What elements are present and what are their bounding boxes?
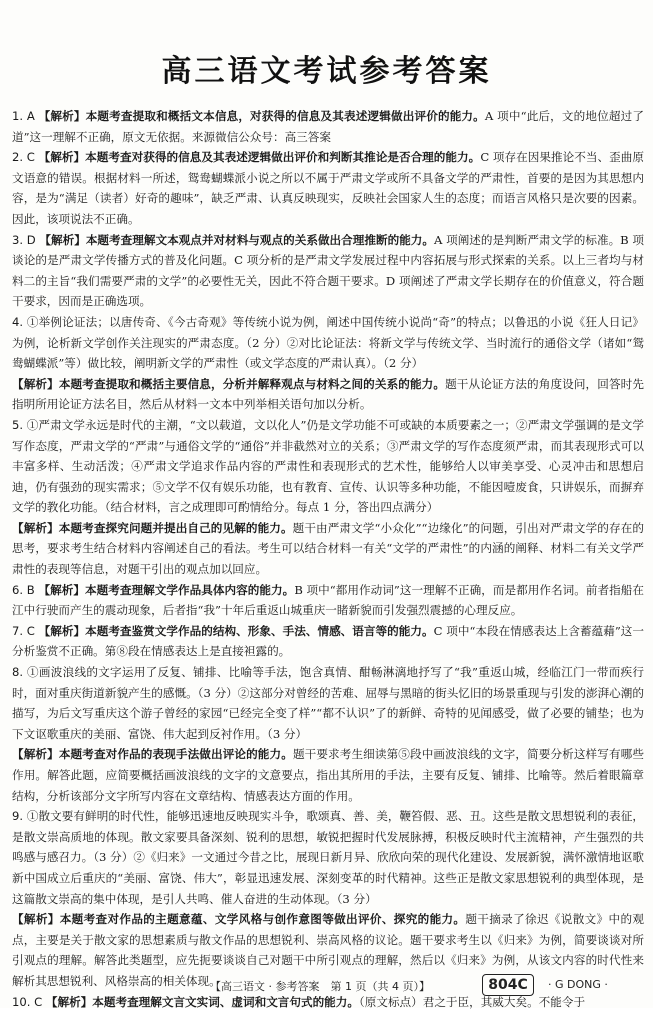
analysis-focus: 本题考查提取和概括文本信息，对获得的信息及其表述逻辑做出评价的能力。 (85, 109, 485, 123)
analysis-focus: 本题考查对作品的主题意蕴、文学风格与创作意图等做出评价、探究的能力。 (59, 912, 466, 927)
analysis-body: 题干由严肃文学“小众化”“边缘化”的问题，引出对严肃文学的存在的思考，要求考生结合材料内容阐述自己的看法。考生可以结合材料一有关“文学的严肃性”的内涵的阐释、材料二有关文学严肃性的表现等信息，对题干引出的观点加以回应。 (12, 520, 644, 577)
answer-paragraph (12, 806, 644, 909)
answer-item (12, 580, 644, 621)
answer-number: 1. A (12, 109, 35, 123)
answer-number: 9. (12, 809, 24, 824)
analysis-focus: 本题考查理解文学作品具体内容的能力。 (85, 582, 295, 597)
answer-number: 6. B (12, 582, 35, 597)
analysis-paragraph (12, 518, 644, 580)
answer-item (12, 806, 644, 991)
analysis-paragraph (12, 374, 644, 415)
answer-item (12, 621, 644, 662)
answer-item (12, 106, 644, 147)
answer-paragraph (12, 621, 644, 662)
answer-body: ①散文要有鲜明的时代性，能够迅速地反映现实斗争，歌颂真、善、美，鞭笞假、恶、丑。这些是散文思想锐利的表征，是散文崇高质地的体现。散文家要具备深刻、锐利的思想，敏锐把握时代发展脉搏，积极反映时代主流精神，产生强烈的共鸣感与感召力。（3 分）②《归来》一文通过今昔之比，展现日新月异、欣欣向荣的现代化建设、发展新貌，满怀激情地讴歌新中国成立后重庆的“美丽、富饶、伟大”，彰显迅速发展、深刻变革的时代精神。这些正是散文家思想锐利的典型体现，是这篇散文崇高的集中体现，是引人共鸣、催人奋进的生动体现。（3 分） (12, 809, 644, 906)
analysis-tag: 【解析】 (39, 232, 86, 247)
analysis-tag: 【解析】 (12, 376, 59, 391)
answer-body: B 项中“都用作动词”这一理解不正确，而是都用作名词。前者指船在江中行驶而产生的震动现象，后者指“我”十年后重返山城重庆一睹新貌而引发强烈震撼的心理反应。 (12, 582, 645, 618)
answer-body: ①严肃文学永远是时代的主潮，“文以载道，文以化人”仍是文学功能不可或缺的本质要素之一；②严肃文学强调的是文学写作态度，严肃文学的“严肃”与通俗文学的“通俗”并非截然对立的关系；③严肃文学的写作态度须严肃，而其表现形式可以丰富多样、生动活泼；④严肃文学追求作品内容的严肃性和表现形式的艺术性，能够给人以审美享受、心灵冲击和思想启迪，仍有强劲的现实需求；⑤文学不仅有娱乐功能，也有教育、宣传、认识等多种功能，不能因噎废食，只讲娱乐，而摒弃文学的教化功能。（结合材料，言之成理即可酌情给分。每点 1 分，答出四点满分） (12, 417, 644, 515)
answer-number: 5. (12, 417, 24, 432)
answer-body: C 项存在因果推论不当、歪曲原文语意的错误。根据材料一所述，鸳鸯蝴蝶派小说之所以不属于严肃文学或所不具备文学的严肃性，首要的是因为其思想内容，是为“满足（读者）好奇的趣味”，缺乏严肃、认真反映现实，反映社会国家人生的态度；而语言风格只是次要的因素。因此，该项说法不正确。 (12, 150, 644, 226)
footer-page-info: 【高三语文 · 参考答案 第 1 页（共 4 页）】 (210, 980, 430, 993)
answer-body: C 项中“本段在情感表达上含蓄蕴藉”这一分析鉴赏不正确。第⑧段在情感表达上是直接袒露的。 (12, 623, 644, 659)
analysis-paragraph (12, 744, 644, 806)
answer-paragraph (12, 662, 644, 744)
answer-paragraph (12, 230, 644, 312)
analysis-body: 题干摘录了徐迟《说散文》中的观点，主要是关于散文家的思想素质与散文作品的思想锐利、崇高风格的议论。题干要求考生以《归来》为例，简要谈谈对所引观点的理解。解答此类题型，应先扼要谈谈自己对题干中所引观点的理解，然后以《归来》为例，从该文内容的时代性来解析其思想锐利、风格崇高的相关体现。 (12, 912, 644, 988)
answer-item (12, 230, 644, 312)
analysis-focus: 本题考查探究问题并提出自己的见解的能力。 (58, 520, 293, 535)
answer-paragraph (12, 580, 644, 621)
analysis-body: 题干从论证方法的角度设问，回答时先指明所用论证方法名目，然后从材料一文本中列举相关语句加以分析。 (12, 376, 644, 412)
answer-paragraph (12, 415, 644, 518)
answer-number: 2. C (12, 150, 35, 165)
analysis-focus: 本题考查对获得的信息及其表述逻辑做出评价和判断其推论是否合理的能力。 (85, 150, 481, 165)
answer-body: （原文标点）君之于臣，其威大矣。不能令于 (358, 994, 586, 1009)
analysis-focus: 本题考查理解文本观点并对材料与观点的关系做出合理推断的能力。 (85, 232, 435, 247)
answer-item (12, 147, 644, 229)
analysis-tag: 【解析】 (38, 623, 86, 638)
analysis-tag: 【解析】 (12, 912, 60, 927)
analysis-focus: 本题考查鉴赏文学作品的结构、形象、手法、情感、语言等的能力。 (85, 623, 434, 638)
footer-brand: · G DONG · (548, 978, 608, 991)
answer-item (12, 415, 644, 580)
analysis-tag: 【解析】 (12, 520, 59, 535)
answer-body: A 项中“此后，文的地位超过了道”这一理解不正确，原文无依据。来源微信公众号：高三答案 (12, 109, 644, 144)
answer-body: ①画波浪线的文字运用了反复、铺排、比喻等手法，饱含真情、酣畅淋漓地抒写了“我”重返山城，经临江门一带而疾行时，面对重庆街道新貌产生的感慨。（3 分）②这部分对曾经的苦难、屈辱与黑暗的街头忆旧的场景重现与引发的澎湃心潮的描写，为后文写重庆这个游子曾经的家园“已经完全变了样”“都不认识”了的新鲜、奇特的见闻感受，做了必要的铺垫；也为下文讴歌重庆的美丽、富饶、伟大起到反衬作用。（3 分） (12, 665, 644, 741)
answer-body: A 项阐述的是判断严肃文学的标准。B 项谈论的是严肃文学传播方式的普及化问题。C 项分析的是严肃文学发展过程中内容拓展与形式探索的关系。以上三者均与材料二的主旨“我们需要严肃的文学”的必要性无关，因此不符合题干要求。D 项阐述了严肃文学长期存在的价值意义，符合题干要求，因而是正确选项。 (12, 232, 644, 309)
answer-number: 10. C (12, 994, 43, 1009)
analysis-tag: 【解析】 (38, 150, 86, 165)
analysis-tag: 【解析】 (12, 747, 59, 762)
analysis-body: 题干要求考生细读第⑤段中画波浪线的文字，简要分析这样写有哪些作用。解答此题，应简要概括画波浪线的文字的文意要点，指出其所用的手法，主要有反复、铺排、比喻等。然后着眼篇章结构，分析该部分文字所写内容在文章结构、情感表达方面的作用。 (12, 747, 644, 803)
analysis-tag: 【解析】 (45, 994, 93, 1009)
page-title: 高三语文考试参考答案 (161, 54, 492, 89)
analysis-focus: 本题考查提取和概括主要信息，分析并解释观点与材料之间的关系的能力。 (58, 376, 446, 391)
analysis-tag: 【解析】 (38, 582, 85, 597)
page-footer (0, 974, 653, 998)
answer-body: ①举例论证法；以唐传奇、《今古奇观》等传统小说为例，阐述中国传统小说尚“奇”的特点；以鲁迅的小说《狂人日记》为例，论析新文学创作关注现实的严肃态度。（2 分）②对比论证法：将新文学与传统文学、当时流行的通俗文学（诸如“鸳鸯蝴蝶派”等）做比较，阐明新文学的严肃性（或文学态度的严肃认真）。（2 分） (12, 314, 644, 371)
answer-number: 8. (12, 665, 24, 680)
analysis-tag: 【解析】 (38, 109, 86, 123)
answer-number: 7. C (12, 623, 35, 638)
answer-number: 3. D (12, 232, 36, 247)
answer-paragraph (12, 312, 644, 374)
footer-exam-code: 804C (482, 974, 534, 996)
answer-number: 4. (12, 314, 24, 329)
analysis-focus: 本题考查对作品的表现手法做出评论的能力。 (58, 747, 293, 762)
answer-item (12, 662, 644, 806)
answer-paragraph (12, 106, 644, 147)
answer-item (12, 312, 644, 415)
answer-paragraph (12, 147, 644, 229)
analysis-focus: 本题考查理解文言文实词、虚词和文言句式的能力。 (92, 994, 359, 1009)
